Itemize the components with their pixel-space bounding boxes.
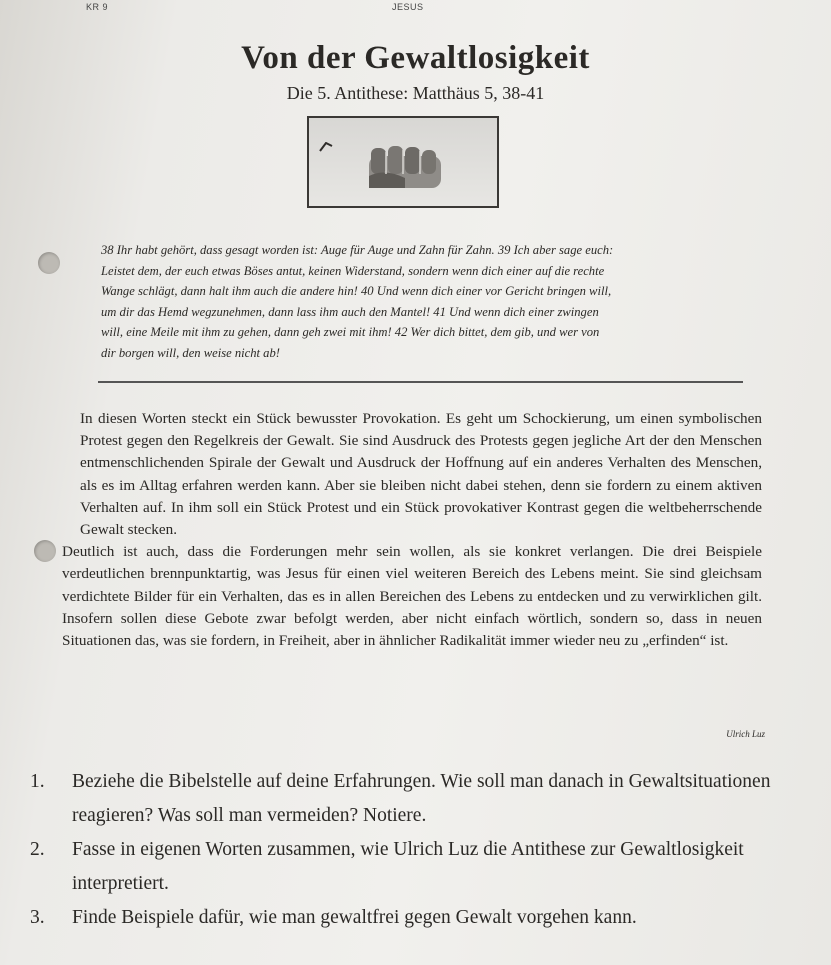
bible-line: will, eine Meile mit ihm zu gehen, dann geh zwei mit ihm! 42 Wer dich bittet, dem gib, und wer von: [101, 325, 600, 339]
punch-hole-top: [38, 252, 60, 274]
bible-line: Wange schlägt, dann halt ihm auch die andere hin! 40 Und wenn dich einer vor Gericht bringen will,: [101, 284, 612, 298]
punch-hole-bottom: [34, 540, 56, 562]
task-text: Fasse in eigenen Worten zusammen, wie Ulrich Luz die Antithese zur Gewaltlosigkeit interpretiert.: [72, 839, 744, 894]
bible-line: dir borgen will, den weise nicht ab!: [101, 345, 280, 360]
task-text: Finde Beispiele dafür, wie man gewaltfrei gegen Gewalt vorgehen kann.: [72, 907, 637, 928]
task-text: Beziehe die Bibelstelle auf deine Erfahrungen. Wie soll man danach in Gewaltsituationen reagieren? Was soll man vermeiden? Notiere.: [72, 771, 771, 826]
commentary-paragraph-2: Deutlich ist auch, dass die Forderungen mehr sein wollen, als sie konkret verlangen. Die drei Beispiele verdeutlichen brennpunktartig, was Jesus für einen viel weiteren Bereich des Lebens meint. Sie sind gleichsam verdichtete Bilder für ein Verhalten, das es in allen Bereichen des Lebens zu entdecken und zu verwirklichen gilt. Insofern sollen diese Gebote zwar befolgt werden, aber nicht einfach wörtlich, sondern so, dass in neuen Situationen das, was sie fordern, in Freiheit, aber in ähnlicher Radikalität immer wieder neu zu „erfinden“ ist.: [62, 543, 762, 650]
fist-icon: [365, 144, 447, 190]
task-item: [30, 833, 790, 901]
task-list: [30, 765, 790, 935]
task-number: 2.: [30, 839, 45, 860]
thumb-shadow-icon: [319, 142, 333, 152]
divider-line: [98, 381, 743, 383]
page-subtitle: Die 5. Antithese: Matthäus 5, 38-41: [286, 83, 545, 103]
commentary-text: [62, 408, 762, 652]
header-center-label: JESUS: [392, 2, 424, 12]
task-item: [30, 765, 790, 833]
task-number: 3.: [30, 907, 45, 928]
fist-photo: [307, 116, 499, 208]
header-left-label: KR 9: [86, 2, 109, 12]
commentary-paragraph-1: In diesen Worten steckt ein Stück bewusster Provokation. Es geht um Schockierung, um einen symbolischen Protest gegen den Regelkreis der Gewalt. Sie sind Ausdruck des Protests gegen jegliche Art der den Menschen entmenschlichenden Spirale der Gewalt und Ausdruck der Hoffnung auf ein anderes Verhalten des Menschen, als es im Alltag erfahren werden kann. Aber sie bleiben nicht dabei stehen, denn sie fordern zu einem aktiven Verhalten auf. In ihm soll ein Stück Protest und ein Stück provokativer Kontrast gegen die weltbeherrschende Gewalt stecken.: [80, 410, 762, 539]
bible-line: um dir das Hemd wegzunehmen, dann lass ihm auch den Mantel! 41 Und wenn dich einer zwingen: [101, 304, 599, 319]
task-number: 1.: [30, 771, 45, 792]
task-item: [30, 901, 790, 935]
commentary-author: Ulrich Luz: [726, 729, 765, 739]
bible-passage: [101, 240, 741, 363]
page-title: Von der Gewaltlosigkeit: [241, 40, 590, 76]
bible-line: 38 Ihr habt gehört, dass gesagt worden ist: Auge für Auge und Zahn für Zahn. 39 Ich aber sage euch:: [101, 243, 614, 257]
bible-line: Leistet dem, der euch etwas Böses antut, keinen Widerstand, sondern wenn dich einer auf die rechte: [101, 263, 605, 278]
